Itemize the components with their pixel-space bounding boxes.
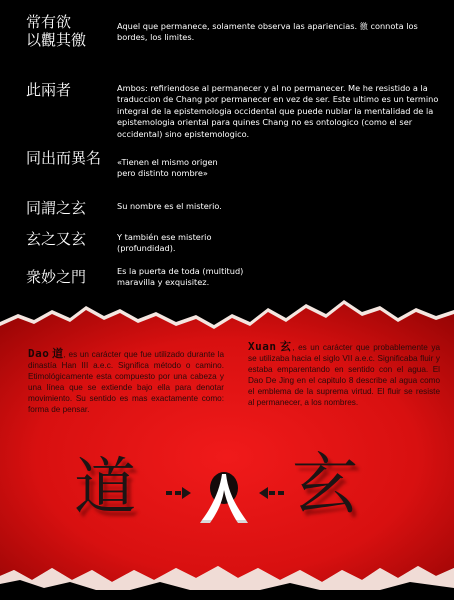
row-4-text: Su nombre es el misterio. [117,201,222,211]
person-figure-icon [194,466,254,524]
xuan-term: Xuan [248,340,277,353]
dao-text: , es un carácter que fue utilizado durante la dinastía Han III a.e.c. Significa método o camino. Etimológicamente esta compuesto por una cabeza y una línea que se extiende bajo ella para denotar movimiento. Su sentido es mas exactamente como: forma de pensar. [28,350,225,414]
row-2-text: Ambos: refiriendose al permanecer y al no permanecer. Me he resistido a la traduccion de Chang por permanecer en vez de ser. Este ultimo es un termino integral de la epistemologia occidental que puede nublar la mentalidad de la epistemologia oriental para quines Chang no es ontologico (como el ser occidental) sino epistemologico. [117,83,439,139]
row-5-text: Y también ese misterio (profundidad). [117,232,212,254]
row-1-text: Aquel que permanece, solamente observa las apariencias. 徼 connota los bordes, los limites. [117,21,418,43]
row-3-text: «Tienen el mismo origen pero distinto nombre» [117,157,218,179]
xuan-paragraph [248,341,440,408]
dao-term: Dao [28,347,50,360]
row-2-cjk: 此兩者 [26,81,72,99]
row-4-cjk: 同謂之玄 [26,199,87,217]
dao-paragraph [28,348,224,415]
row-6-cjk: 衆妙之門 [26,268,87,286]
dao-hanzi: 道 [52,348,64,360]
xuan-hanzi: 玄 [280,341,293,353]
xuan-text: , es un carácter que probablemente ya se utilizaba hacia el siglo VII a.e.c. Significaba fluir y estaba emparentando en sentido con el agua. El Dao De Jing en el capitulo 8 describe al agua como el emblema de la suprema virtud. El fluir se resiste al permanecer, a los nombres. [248,343,441,407]
big-dao-glyph: 道 [74,450,137,523]
arrow-left-icon [258,486,284,500]
row-5-cjk: 玄之又玄 [26,230,87,248]
arrow-right-icon [166,486,192,500]
row-6-text: Es la puerta de toda (multitud) maravilla y exquisitez. [117,266,244,288]
row-1-cjk: 常有欲 以觀其徼 [26,13,87,49]
big-xuan-glyph: 玄 [292,446,358,523]
row-3-cjk: 同出而異名 [26,149,102,167]
